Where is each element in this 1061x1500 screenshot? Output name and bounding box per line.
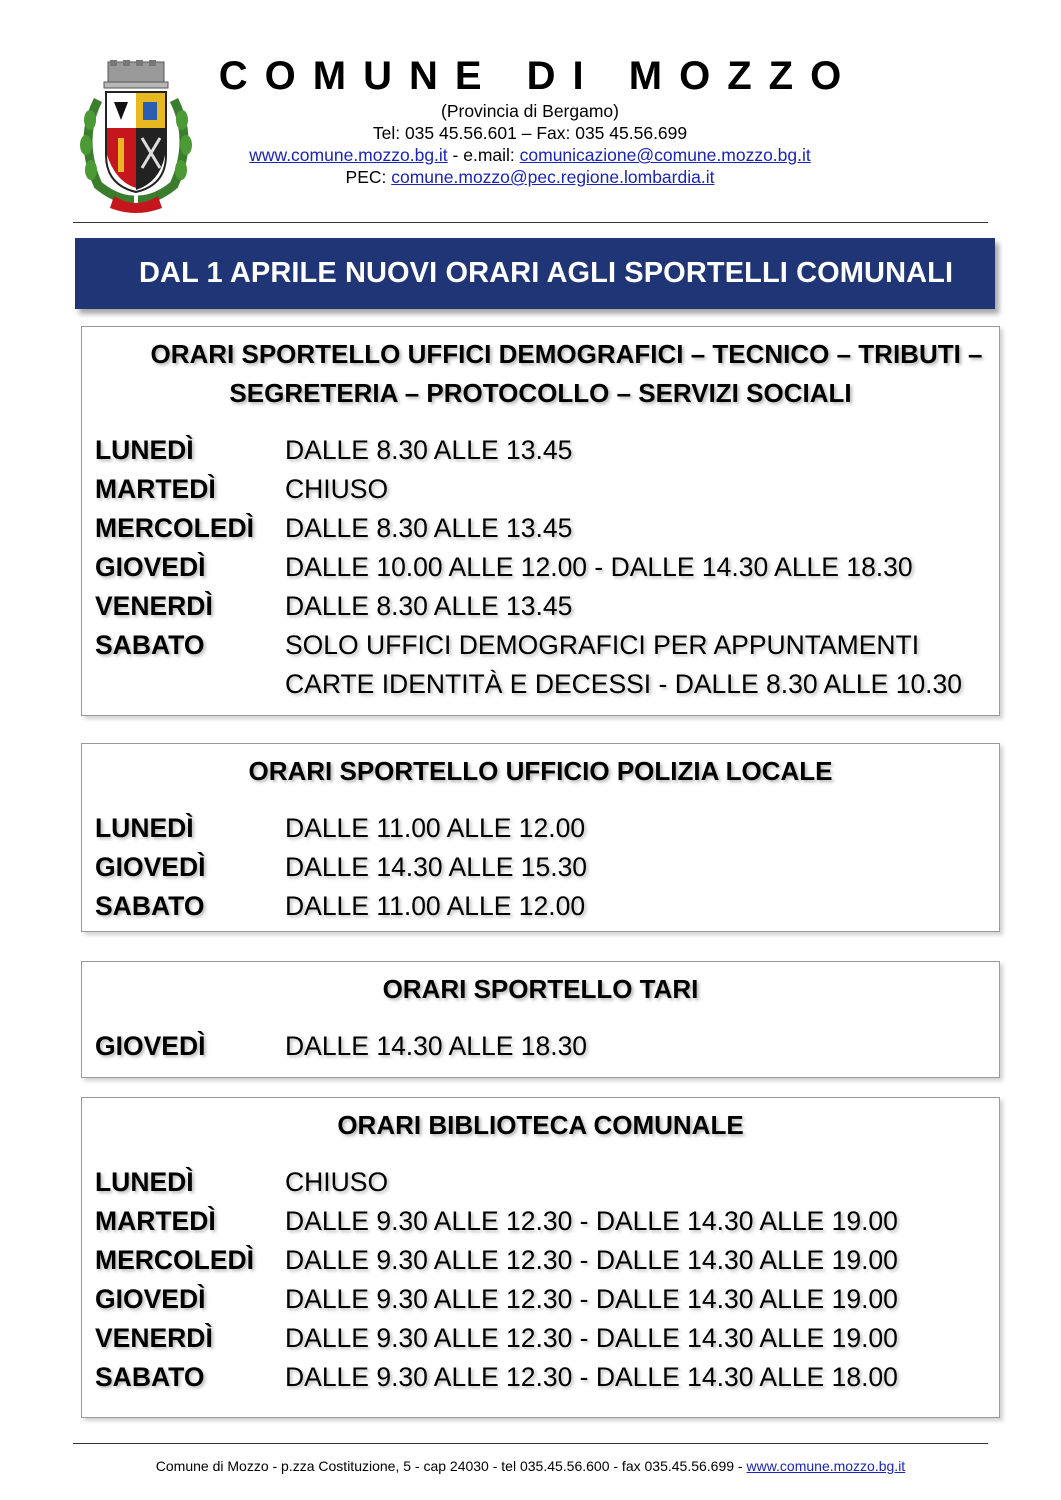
hours-text: DALLE 11.00 ALLE 12.00 (285, 891, 586, 921)
hours-text: SOLO UFFICI DEMOGRAFICI PER APPUNTAMENTI (285, 630, 920, 660)
section-tari (81, 961, 1000, 1078)
day-label: SABATO (95, 1362, 205, 1392)
day-label: VENERDÌ (95, 1323, 213, 1353)
hours-text: DALLE 9.30 ALLE 12.30 - DALLE 14.30 ALLE 18.00 (285, 1362, 898, 1392)
header-divider (73, 222, 988, 223)
schedule-row (82, 1319, 999, 1358)
section-title-line: SEGRETERIA – PROTOCOLLO – SERVIZI SOCIALI (229, 378, 852, 408)
section-polizia-locale (81, 743, 1000, 932)
schedule-row (82, 626, 999, 665)
hours-text: DALLE 8.30 ALLE 13.45 (285, 591, 573, 621)
day-label: GIOVEDÌ (95, 552, 206, 582)
hours-text: DALLE 8.30 ALLE 13.45 (285, 513, 573, 543)
hours-text: CARTE IDENTITÀ E DECESSI - DALLE 8.30 ALLE 10.30 (285, 669, 963, 699)
day-label: SABATO (95, 891, 205, 921)
section-biblioteca (81, 1097, 1000, 1418)
schedule-row (82, 1241, 999, 1280)
schedule-row (82, 587, 999, 626)
day-label: LUNEDÌ (95, 435, 194, 465)
schedule-row (82, 1027, 999, 1066)
section-title: ORARI SPORTELLO UFFICIO POLIZIA LOCALE (248, 756, 833, 786)
day-label: GIOVEDÌ (95, 852, 206, 882)
schedule-row (82, 431, 999, 470)
web-email-line (200, 144, 860, 166)
day-label: MERCOLEDÌ (95, 1245, 254, 1275)
day-label: MARTEDÌ (95, 474, 216, 504)
hours-text: DALLE 9.30 ALLE 12.30 - DALLE 14.30 ALLE 19.00 (285, 1323, 898, 1353)
schedule-row (82, 470, 999, 509)
section-title: ORARI SPORTELLO TARI (382, 974, 699, 1004)
day-label: MERCOLEDÌ (95, 513, 254, 543)
province-line: (Provincia di Bergamo) (441, 101, 619, 121)
section-uffici (81, 326, 1000, 716)
schedule-row (82, 809, 999, 848)
pec-line (200, 166, 860, 188)
section-title-line: ORARI SPORTELLO UFFICI DEMOGRAFICI – TECNICO – TRIBUTI – (150, 339, 983, 369)
pec-label: PEC: (345, 167, 392, 187)
hours-text: DALLE 8.30 ALLE 13.45 (285, 435, 573, 465)
schedule-row (82, 548, 999, 587)
day-label: SABATO (95, 630, 205, 660)
hours-text: DALLE 11.00 ALLE 12.00 (285, 813, 586, 843)
day-label: LUNEDÌ (95, 813, 194, 843)
footer-address: Comune di Mozzo - p.zza Costituzione, 5 - cap 24030 - tel 035.45.56.600 - fax 035.45.56.699 - (155, 1458, 747, 1474)
hours-text: DALLE 9.30 ALLE 12.30 - DALLE 14.30 ALLE 19.00 (285, 1245, 898, 1275)
schedule-row (82, 509, 999, 548)
schedule-row (82, 1163, 999, 1202)
pec-link[interactable]: comune.mozzo@pec.regione.lombardia.it (391, 167, 715, 187)
section-title: ORARI BIBLIOTECA COMUNALE (337, 1110, 744, 1140)
hours-text: DALLE 9.30 ALLE 12.30 - DALLE 14.30 ALLE 19.00 (285, 1206, 898, 1236)
day-label: LUNEDÌ (95, 1167, 194, 1197)
coat-of-arms-icon (76, 60, 196, 215)
hours-text: DALLE 14.30 ALLE 18.30 (285, 1031, 588, 1061)
website-link[interactable]: www.comune.mozzo.bg.it (249, 145, 448, 165)
email-label: - e.mail: (447, 145, 520, 165)
schedule-row (82, 1358, 999, 1397)
email-link[interactable]: comunicazione@comune.mozzo.bg.it (519, 145, 811, 165)
schedule-row (82, 848, 999, 887)
announcement-banner: DAL 1 APRILE NUOVI ORARI AGLI SPORTELLI COMUNALI (75, 238, 995, 309)
page-title: COMUNE DI MOZZO (218, 54, 859, 98)
footer (73, 1456, 988, 1476)
footer-website-link[interactable]: www.comune.mozzo.bg.it (746, 1458, 906, 1474)
day-label: MARTEDÌ (95, 1206, 216, 1236)
phone-fax-line: Tel: 035 45.56.601 – Fax: 035 45.56.699 (372, 123, 688, 143)
day-label: GIOVEDÌ (95, 1284, 206, 1314)
hours-text: CHIUSO (285, 474, 389, 504)
footer-divider (73, 1443, 988, 1444)
hours-text: CHIUSO (285, 1167, 389, 1197)
day-label: VENERDÌ (95, 591, 213, 621)
schedule-row (82, 665, 999, 704)
schedule-row (82, 1280, 999, 1319)
hours-text: DALLE 10.00 ALLE 12.00 - DALLE 14.30 ALLE 18.30 (285, 552, 913, 582)
hours-text: DALLE 14.30 ALLE 15.30 (285, 852, 588, 882)
schedule-row (82, 1202, 999, 1241)
day-label: GIOVEDÌ (95, 1031, 206, 1061)
letterhead (200, 52, 860, 188)
schedule-row (82, 887, 999, 926)
hours-text: DALLE 9.30 ALLE 12.30 - DALLE 14.30 ALLE 19.00 (285, 1284, 898, 1314)
